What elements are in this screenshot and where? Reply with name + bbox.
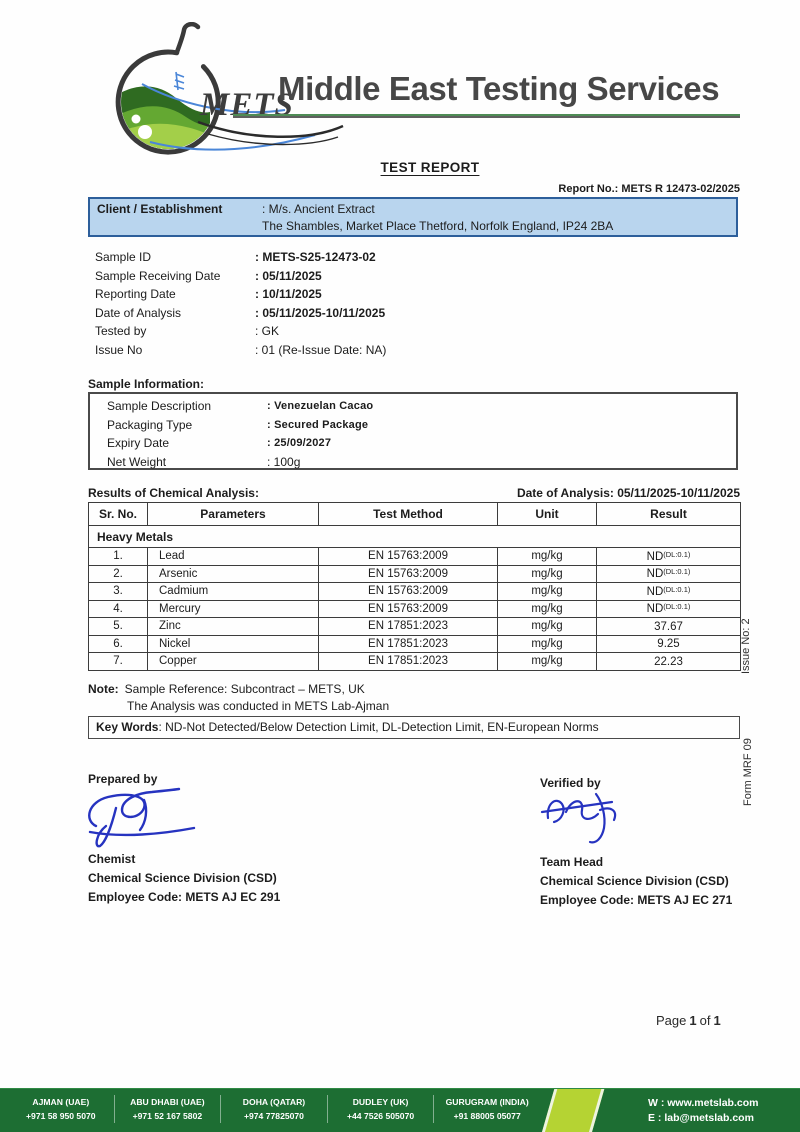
- result-cell: $ND^{(DL:0.1)}$: [597, 565, 741, 583]
- detection-limit: (DL:0.1): [663, 567, 691, 577]
- results-header-row: [89, 503, 741, 526]
- footer-location-abudhabi: ABU DHABI (UAE) +971 52 167 5802: [114, 1095, 221, 1123]
- unit-cell: mg/kg: [498, 548, 597, 566]
- method-cell: EN 15763:2009: [319, 548, 498, 566]
- field-value: : 05/11/2025: [255, 268, 322, 283]
- method-cell: EN 15763:2009: [319, 583, 498, 601]
- parameter-cell: Copper: [148, 653, 319, 671]
- keywords-label: Key Words: [96, 720, 159, 734]
- footer-accent-stripe: [542, 1089, 605, 1132]
- keywords-text: : ND-Not Detected/Below Detection Limit, DL-Detection Limit, EN-European Norms: [158, 720, 599, 734]
- side-issue-label: Issue No: 2: [740, 618, 752, 674]
- field-value: : GK: [255, 324, 280, 338]
- signatory-role: Chemist: [88, 852, 136, 866]
- unit-cell: mg/kg: [498, 653, 597, 671]
- packaging-type-row: [107, 416, 736, 435]
- field-label: Expiry Date: [107, 436, 170, 450]
- unit-cell: mg/kg: [498, 635, 597, 653]
- method-cell: EN 17851:2023: [319, 653, 498, 671]
- result-cell: 9.25: [597, 635, 741, 653]
- prepared-signature: [82, 786, 222, 850]
- reporting-date-row: [95, 285, 386, 304]
- table-row: [89, 583, 741, 601]
- field-label: Tested by: [95, 324, 147, 338]
- field-value: : 25/09/2027: [267, 437, 332, 449]
- verified-signature: [538, 782, 638, 848]
- parameter-cell: Lead: [148, 548, 319, 566]
- result-cell: 37.67: [597, 618, 741, 636]
- sample-details: [95, 248, 386, 359]
- field-value: : 05/11/2025-10/11/2025: [255, 305, 386, 320]
- result-cell: 22.23: [597, 653, 741, 671]
- logo-wordmark: METS: [200, 87, 294, 123]
- field-label: Date of Analysis: [95, 305, 182, 320]
- result-cell: $ND^{(DL:0.1)}$: [597, 548, 741, 566]
- footer-location-dudley: DUDLEY (UK) +44 7526 505070: [327, 1095, 434, 1123]
- field-value: : 01 (Re-Issue Date: NA): [255, 342, 387, 357]
- note-line1: Sample Reference: Subcontract – METS, UK: [124, 682, 365, 696]
- client-banner: [88, 197, 738, 237]
- results-table: [88, 502, 741, 671]
- method-cell: EN 15763:2009: [319, 600, 498, 618]
- parameter-cell: Cadmium: [148, 583, 319, 601]
- detection-limit: (DL:0.1): [663, 602, 691, 612]
- sr-cell: 2.: [89, 565, 148, 583]
- table-row: [89, 618, 741, 636]
- field-value: : Secured Package: [267, 418, 369, 431]
- sample-id-row: [95, 248, 386, 267]
- footer-contact: [648, 1096, 758, 1126]
- issue-no-row: [95, 341, 386, 360]
- parameter-cell: Arsenic: [148, 565, 319, 583]
- method-cell: EN 17851:2023: [319, 618, 498, 636]
- client-name: : M/s. Ancient Extract: [262, 202, 375, 216]
- field-value: : 100g: [267, 454, 301, 469]
- unit-cell: mg/kg: [498, 618, 597, 636]
- detection-limit: (DL:0.1): [663, 549, 691, 559]
- footer-band: [0, 1088, 800, 1132]
- parameter-cell: Mercury: [148, 600, 319, 618]
- sample-information-box: [88, 392, 738, 470]
- footer-location-gurugram: GURUGRAM (INDIA) +91 88005 05077: [433, 1095, 540, 1123]
- keywords-box: [88, 716, 740, 739]
- note-line2: The Analysis was conducted in METS Lab-Ajman: [127, 698, 390, 713]
- table-row: [89, 565, 741, 583]
- page-number: Page 1 of 1: [656, 1013, 721, 1028]
- unit-cell: mg/kg: [498, 600, 597, 618]
- footer-website: W : www.metslab.com: [648, 1097, 759, 1109]
- signatory-employee-code: Employee Code: METS AJ EC 271: [540, 893, 733, 907]
- prepared-signatory-block: [88, 850, 280, 907]
- note-block: [88, 681, 389, 714]
- field-value: : Venezuelan Cacao: [267, 400, 374, 412]
- sr-cell: 5.: [89, 618, 148, 636]
- table-row: [89, 635, 741, 653]
- sr-cell: 3.: [89, 583, 148, 601]
- col-parameters: Parameters: [148, 503, 319, 526]
- col-test-method: Test Method: [319, 503, 498, 526]
- field-label: Packaging Type: [107, 417, 193, 432]
- receiving-date-row: [95, 267, 386, 286]
- footer-location-doha: DOHA (QATAR) +974 77825070: [220, 1095, 327, 1123]
- detection-limit: (DL:0.1): [663, 584, 691, 594]
- report-title: TEST REPORT: [380, 160, 480, 175]
- field-label: Sample Receiving Date: [95, 268, 221, 283]
- signatory-employee-code: Employee Code: METS AJ EC 291: [88, 890, 281, 904]
- heavy-metals-group-row: [89, 526, 741, 548]
- side-form-label: Form MRF 09: [742, 738, 754, 806]
- result-cell: $ND^{(DL:0.1)}$: [597, 583, 741, 601]
- field-label: Issue No: [95, 342, 143, 357]
- footer-locations: [8, 1095, 540, 1123]
- sample-description-row: [107, 397, 736, 416]
- expiry-date-row: [107, 434, 736, 453]
- field-value: : 10/11/2025: [255, 287, 322, 301]
- parameter-cell: Zinc: [148, 618, 319, 636]
- field-label: Net Weight: [107, 454, 167, 469]
- footer-email: E : lab@metslab.com: [648, 1112, 754, 1124]
- results-date-of-analysis: Date of Analysis: 05/11/2025-10/11/2025: [516, 486, 740, 500]
- sr-cell: 4.: [89, 600, 148, 618]
- signatory-role: Team Head: [540, 855, 604, 869]
- sr-cell: 6.: [89, 635, 148, 653]
- analysis-date-row: [95, 304, 386, 323]
- signatory-division: Chemical Science Division (CSD): [540, 874, 729, 888]
- table-row: [89, 600, 741, 618]
- header-divider: [233, 114, 740, 118]
- col-sr-no: Sr. No.: [89, 503, 148, 526]
- prepared-by-heading: Prepared by: [88, 772, 158, 786]
- field-label: Reporting Date: [95, 287, 176, 301]
- unit-cell: mg/kg: [498, 583, 597, 601]
- sr-cell: 1.: [89, 548, 148, 566]
- signatory-division: Chemical Science Division (CSD): [88, 871, 277, 885]
- table-row: [89, 548, 741, 566]
- sample-information-heading: Sample Information:: [88, 377, 205, 391]
- client-address: The Shambles, Market Place Thetford, Norfolk England, IP24 2BA: [262, 219, 614, 233]
- company-title: Middle East Testing Services: [278, 70, 720, 107]
- report-number: Report No.: METS R 12473-02/2025: [558, 183, 740, 195]
- verified-by-heading: Verified by: [540, 776, 601, 790]
- col-unit: Unit: [498, 503, 597, 526]
- unit-cell: mg/kg: [498, 565, 597, 583]
- note-label: Note:: [88, 682, 119, 696]
- net-weight-row: [107, 453, 736, 472]
- col-result: Result: [597, 503, 741, 526]
- results-heading: Results of Chemical Analysis:: [88, 486, 259, 500]
- result-cell: $ND^{(DL:0.1)}$: [597, 600, 741, 618]
- client-label: Client / Establishment: [97, 202, 223, 216]
- verified-signatory-block: [540, 853, 732, 910]
- field-value: : METS-S25-12473-02: [255, 250, 376, 264]
- sr-cell: 7.: [89, 653, 148, 671]
- parameter-cell: Nickel: [148, 635, 319, 653]
- tested-by-row: [95, 322, 386, 341]
- group-label: Heavy Metals: [89, 526, 741, 548]
- field-label: Sample ID: [95, 250, 152, 264]
- method-cell: EN 17851:2023: [319, 635, 498, 653]
- table-row: [89, 653, 741, 671]
- footer-location-ajman: AJMAN (UAE) +971 58 950 5070: [26, 1097, 96, 1121]
- method-cell: EN 15763:2009: [319, 565, 498, 583]
- field-label: Sample Description: [107, 399, 212, 413]
